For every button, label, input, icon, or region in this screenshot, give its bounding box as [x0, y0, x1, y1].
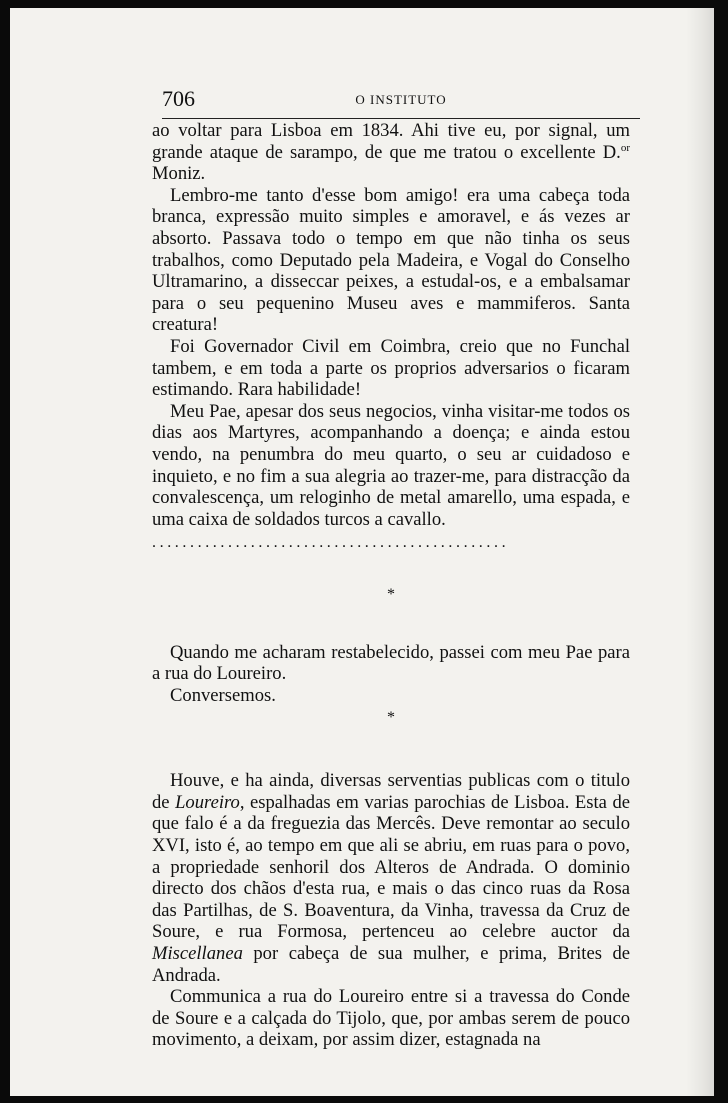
paragraph-4: Meu Pae, apesar dos seus negocios, vinha visitar-me todos os dias aos Martyres, acompanhando a doença; e ainda estou vendo, na penumbra do meu quarto, o seu ar cuidadoso e inquieto, e no fim a sua alegria ao trazer-me, para distracção da convalescença, um reloginho de metal amarello, uma espada, e uma caixa de soldados turcos a cavallo. — [152, 400, 630, 530]
page-body — [152, 120, 630, 1051]
paragraph-2: Lembro-me tanto d'esse bom amigo! era uma cabeça toda branca, expressão muito simples e amoravel, e ás vezes ar absorto. Passava todo o tempo em que não tinha os seus trabalhos, como Deputado pela Madeira, e Vogal do Conselho Ultramarino, a disseccar peixes, a estudal-os, e a embalsamar para o seu pequenino Museu aves e mammiferos. Santa creatura! — [152, 184, 630, 336]
page-header — [162, 80, 640, 119]
italic-loureiro: Loureiro — [175, 791, 240, 813]
paragraph-1: ao voltar para Lisboa em 1834. Ahi tive eu, por signal, um grande ataque de sarampo, de que me tratou o excellente D.$^{or}$ Moniz. — [152, 120, 630, 185]
dotted-separator: ............................................... — [152, 534, 510, 552]
paragraph-6: Conversemos. — [170, 685, 276, 707]
asterisk-separator-2: * — [387, 708, 395, 726]
italic-miscellanea: Miscellanea — [152, 943, 243, 964]
paragraph-8: Communica a rua do Loureiro entre si a travessa do Conde de Soure e a calçada do Tijolo, que, por ambas serem de pouco movimento, a deixam, por assim dizer, estagnada na — [152, 986, 630, 1051]
section-3 — [152, 770, 630, 1051]
page-number: 706 — [162, 86, 195, 111]
page-edge-shadow — [686, 8, 714, 1096]
asterisk-separator-1: * — [387, 586, 395, 604]
running-title: O INSTITUTO — [355, 92, 447, 107]
paragraph-5: Quando me acharam restabelecido, passei com meu Pae para a rua do Loureiro. — [152, 641, 630, 685]
paragraph-7: Houve, e ha ainda, diversas serventias publicas com o titulo de Loureiro, espalhadas em varias parochias de Lisboa. Esta de que falo é a da freguezia das Mercês. Deve remontar ao seculo XVI, isto é, ao tempo em que ali se abriu, em ruas para o povo, a propriedade senhoril dos Alteros de Andrada. O dominio directo dos chãos d'esta rua, e mais o das cinco ruas da Rosa das Partilhas, de S. Boaventura, da Vinha, travessa da Cruz de Soure, e rua Formosa, pertenceu ao celebre auctor da Miscellanea por cabeça de sua mulher, e prima, Brites de Andrada. — [152, 770, 630, 986]
paragraph-3: Foi Governador Civil em Coimbra, creio que no Funchal tambem, e em toda a parte os proprios adversarios o ficaram estimando. Rara habilidade! — [152, 335, 630, 401]
section-2 — [152, 642, 630, 728]
superscript-or: or — [620, 141, 630, 154]
